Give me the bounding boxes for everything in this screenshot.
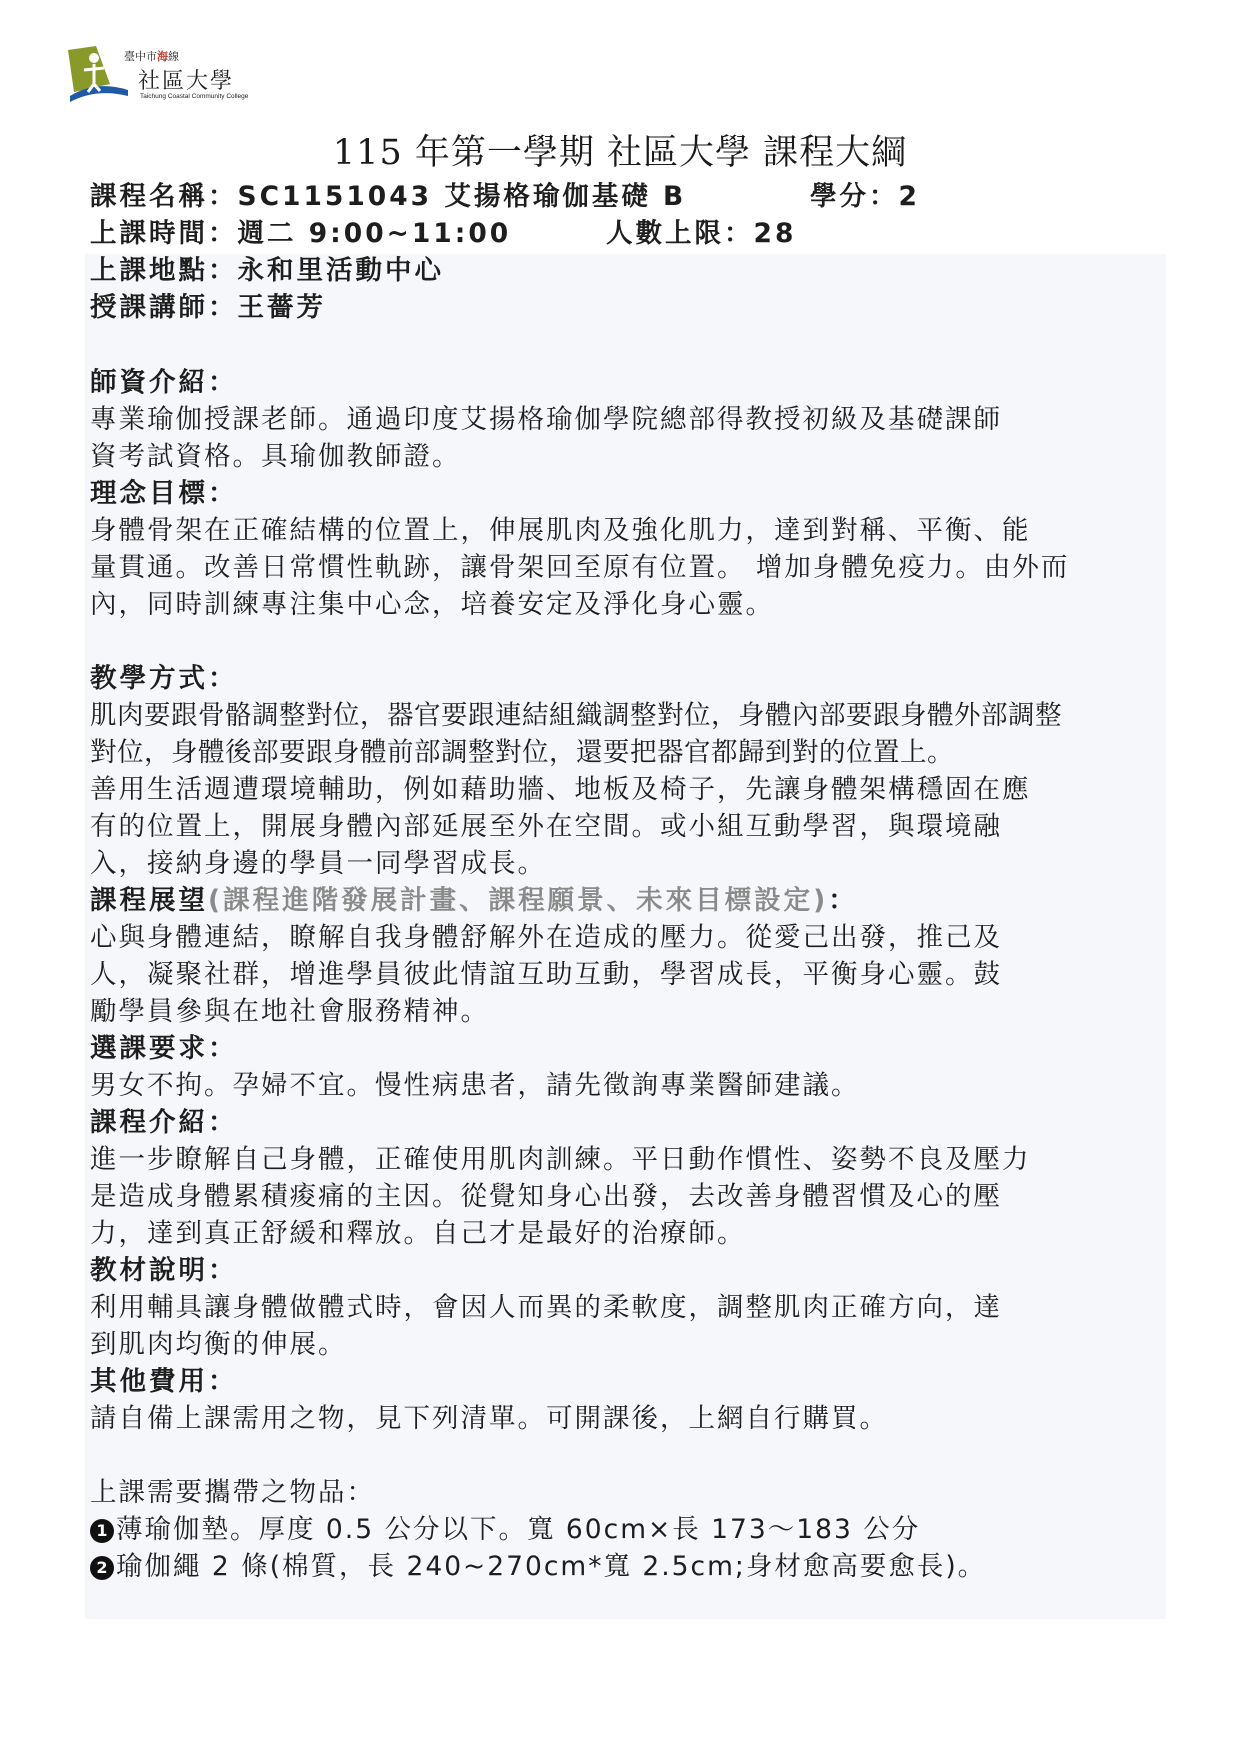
capacity-value: 28 (753, 218, 797, 249)
logo-line-3: Taichung Coastal Community College (140, 93, 249, 100)
course-place-row (90, 252, 444, 289)
goal-text-line: 量貫通。改善日常慣性軌跡，讓骨架回至原有位置。 增加身體免疫力。由外而 (90, 552, 1070, 583)
capacity-label: 人數上限： (606, 218, 754, 249)
method-heading: 教學方式： (90, 663, 238, 694)
credit-label: 學分： (810, 181, 899, 212)
material-text-line: 利用輔具讓身體做體式時，會因人而異的柔軟度，調整肌肉正確方向，達 (90, 1292, 1002, 1323)
vision-heading-row (90, 882, 858, 919)
logo-emblem-icon (66, 44, 130, 102)
course-teacher-row (90, 289, 326, 326)
logo-line-2: 社區大學 (138, 69, 235, 94)
logo-line-1: 臺中市海線 (124, 50, 179, 63)
item-number-badge: 2 (90, 1556, 114, 1580)
intro-text-line: 力，達到真正舒緩和釋放。自己才是最好的治療師。 (90, 1218, 746, 1249)
teacher-value: 王薔芳 (237, 292, 326, 323)
fee-text-line: 請自備上課需用之物，見下列清單。可開課後，上網自行購買。 (90, 1403, 888, 1434)
method-text-line: 有的位置上，開展身體內部延展至外在空間。或小組互動學習，與環境融 (90, 811, 1002, 842)
vision-text-line: 勵學員參與在地社會服務精神。 (90, 996, 489, 1027)
capacity-field (606, 215, 796, 252)
material-heading: 教材說明： (90, 1255, 238, 1286)
fee-heading: 其他費用： (90, 1366, 238, 1397)
method-text-line: 善用生活週遭環境輔助，例如藉助牆、地板及椅子，先讓身體架構穩固在應 (90, 774, 1031, 805)
goal-text-line: 內，同時訓練專注集中心念，培養安定及淨化身心靈。 (90, 589, 774, 620)
vision-text-line: 人，凝聚社群，增進學員彼此情誼互助互動，學習成長，平衡身心靈。鼓 (90, 959, 1002, 990)
college-logo (66, 44, 276, 106)
course-time-row (90, 215, 797, 252)
vision-text-line: 心與身體連結，瞭解自我身體舒解外在造成的壓力。從愛己出發，推己及 (90, 922, 1002, 953)
intro-text-line: 進一步瞭解自己身體，正確使用肌肉訓練。平日動作慣性、姿勢不良及壓力 (90, 1144, 1031, 1175)
material-text-line: 到肌肉均衡的伸展。 (90, 1329, 347, 1360)
course-name-value: SC1151043 艾揚格瑜伽基礎 B (237, 181, 687, 212)
teacher-label: 授課講師： (90, 292, 238, 323)
item-number-badge: 1 (90, 1519, 114, 1543)
item-text: 瑜伽繩 2 條(棉質，長 240~270cm*寬 2.5cm;身材愈高要愈長)。 (116, 1551, 987, 1582)
time-value: 週二 9:00~11:00 (237, 218, 512, 249)
credit-field (810, 178, 920, 215)
goal-heading: 理念目標： (90, 478, 238, 509)
vision-colon: ： (828, 885, 858, 916)
method-text-line: 肌肉要跟骨骼調整對位，器官要跟連結組織調整對位，身體內部要跟身體外部調整 (90, 700, 1062, 731)
page-title: 115 年第一學期 社區大學 課程大綱 (332, 133, 908, 173)
requirement-text-line: 男女不拘。孕婦不宜。慢性病患者，請先徵詢專業醫師建議。 (90, 1070, 860, 1101)
item-text: 薄瑜伽墊。厚度 0.5 公分以下。寬 60cm×長 173～183 公分 (116, 1514, 921, 1545)
place-label: 上課地點： (90, 255, 238, 286)
intro-text-line: 是造成身體累積痠痛的主因。從覺知身心出發，去改善身體習慣及心的壓 (90, 1181, 1002, 1212)
method-text-line: 對位，身體後部要跟身體前部調整對位，還要把器官都歸到對的位置上。 (90, 737, 954, 768)
credit-value: 2 (898, 181, 920, 212)
item-row (90, 1548, 986, 1585)
requirement-heading: 選課要求： (90, 1033, 238, 1064)
goal-text-line: 身體骨架在正確結構的位置上，伸展肌肉及強化肌力，達到對稱、平衡、能 (90, 515, 1031, 546)
bio-heading: 師資介紹： (90, 367, 238, 398)
vision-heading: 課程展望 (90, 885, 208, 916)
vision-subheading: (課程進階發展計畫、課程願景、未來目標設定) (208, 885, 829, 916)
course-name-row (90, 178, 920, 215)
item-row (90, 1511, 920, 1548)
place-value: 永和里活動中心 (237, 255, 444, 286)
items-heading: 上課需要攜帶之物品： (90, 1477, 375, 1508)
time-label: 上課時間： (90, 218, 238, 249)
bio-text-line: 專業瑜伽授課老師。通過印度艾揚格瑜伽學院總部得教授初級及基礎課師 (90, 404, 1002, 435)
method-text-line: 入，接納身邊的學員一同學習成長。 (90, 848, 546, 879)
intro-heading: 課程介紹： (90, 1107, 238, 1138)
course-name-label: 課程名稱： (90, 181, 238, 212)
bio-text-line: 資考試資格。具瑜伽教師證。 (90, 441, 461, 472)
